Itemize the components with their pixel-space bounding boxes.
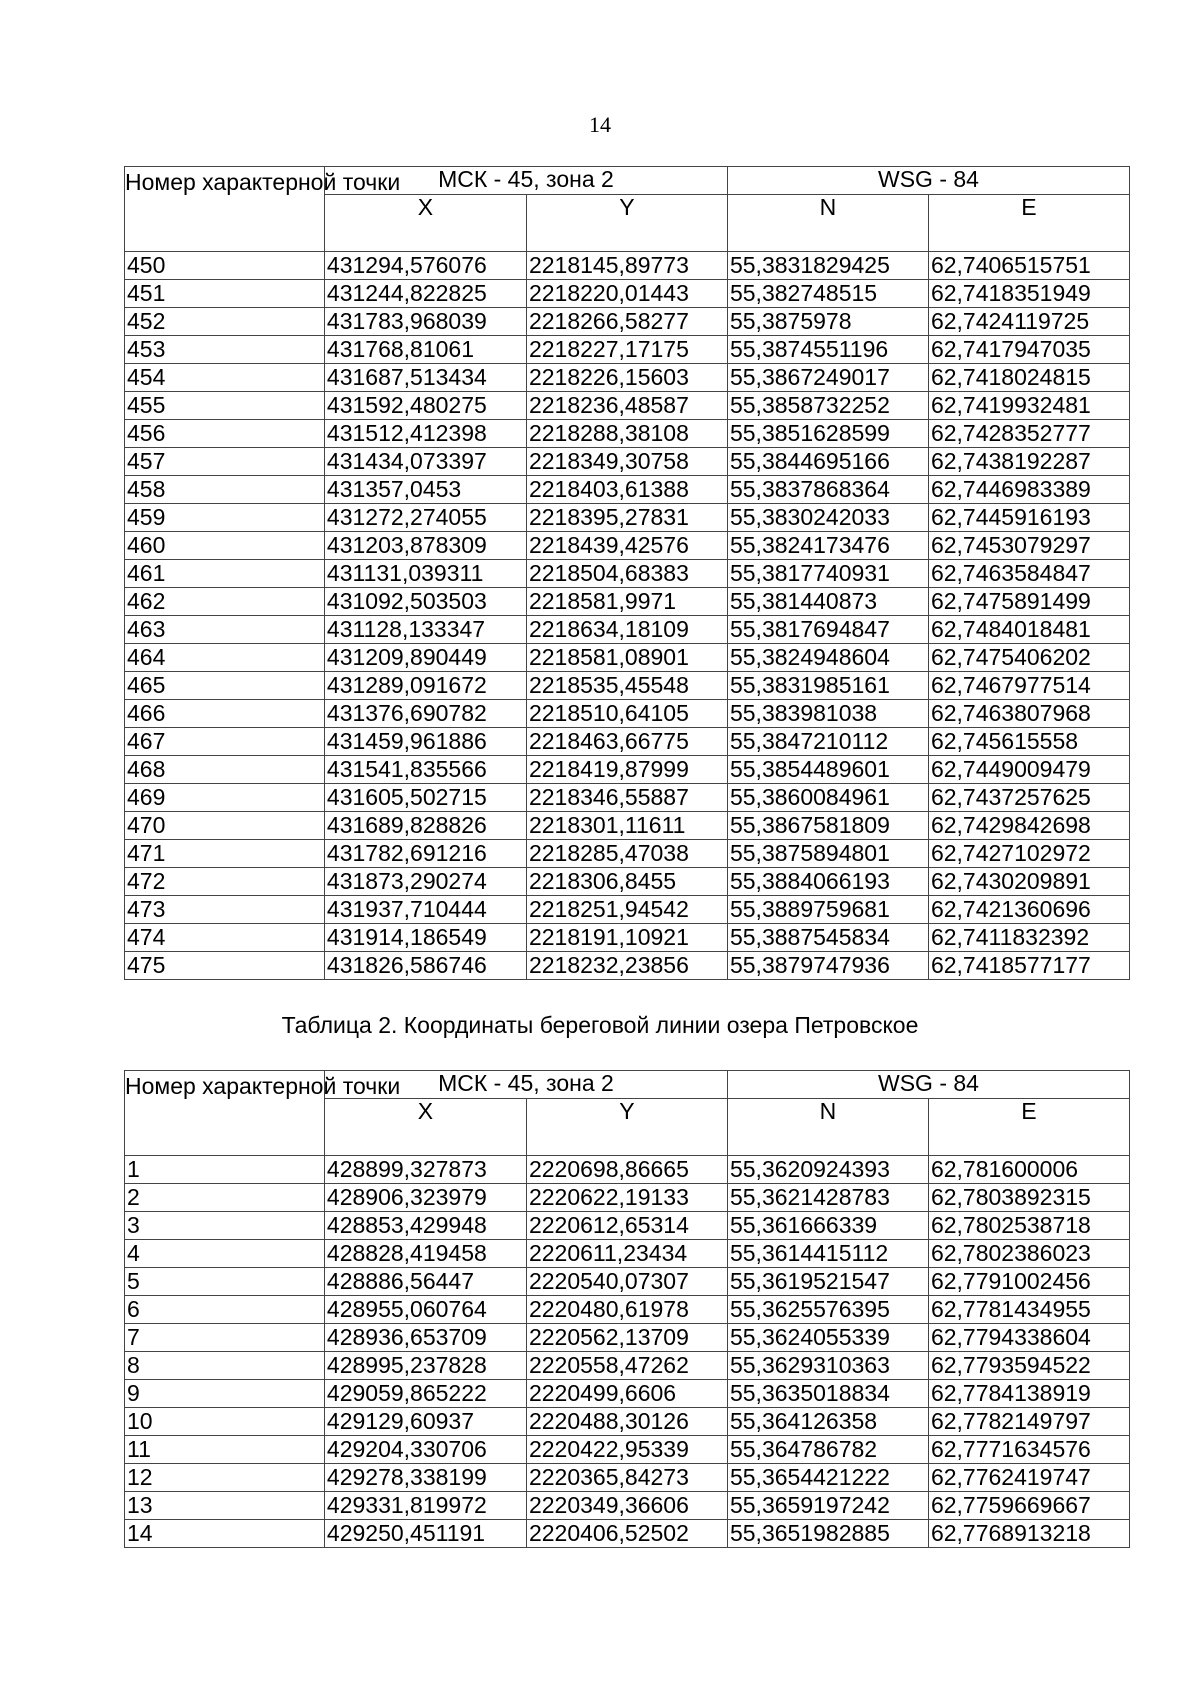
cell-x: 428906,323979 [324,1184,526,1212]
cell-y: 2218463,66775 [526,728,727,756]
cell-point-number: 451 [125,280,325,308]
table-row [125,616,1130,644]
table-row [125,700,1130,728]
cell-e: 62,7430209891 [928,868,1129,896]
cell-x: 431687,513434 [324,364,526,392]
cell-x: 428995,237828 [324,1352,526,1380]
cell-e: 62,7475406202 [928,644,1129,672]
cell-y: 2218581,9971 [526,588,727,616]
cell-point-number: 463 [125,616,325,644]
cell-y: 2218226,15603 [526,364,727,392]
cell-y: 2220365,84273 [526,1464,727,1492]
cell-n: 55,361666339 [727,1212,928,1240]
cell-point-number: 456 [125,420,325,448]
cell-x: 429278,338199 [324,1464,526,1492]
cell-point-number: 465 [125,672,325,700]
cell-x: 431512,412398 [324,420,526,448]
table-row [125,672,1130,700]
cell-point-number: 469 [125,784,325,812]
cell-e: 62,7437257625 [928,784,1129,812]
cell-point-number: 458 [125,476,325,504]
cell-e: 62,781600006 [928,1156,1129,1184]
cell-x: 431272,274055 [324,504,526,532]
table-row [125,868,1130,896]
cell-point-number: 452 [125,308,325,336]
cell-e: 62,7418577177 [928,952,1129,980]
cell-e: 62,7803892315 [928,1184,1129,1212]
table-row [125,1352,1130,1380]
cell-n: 55,3817740931 [727,560,928,588]
cell-e: 62,7784138919 [928,1380,1129,1408]
cell-n: 55,3858732252 [727,392,928,420]
cell-x: 431826,586746 [324,952,526,980]
cell-n: 55,3889759681 [727,896,928,924]
cell-y: 2218145,89773 [526,252,727,280]
cell-point-number: 462 [125,588,325,616]
cell-n: 55,3614415112 [727,1240,928,1268]
table-row [125,476,1130,504]
cell-y: 2218504,68383 [526,560,727,588]
cell-e: 62,7484018481 [928,616,1129,644]
cell-n: 55,3624055339 [727,1324,928,1352]
table-row [125,560,1130,588]
cell-y: 2218227,17175 [526,336,727,364]
cell-x: 429204,330706 [324,1436,526,1464]
cell-point-number: 473 [125,896,325,924]
cell-n: 55,3887545834 [727,924,928,952]
cell-y: 2218301,11611 [526,812,727,840]
cell-n: 55,3824173476 [727,532,928,560]
header-x: X [324,195,526,252]
cell-point-number: 5 [125,1268,325,1296]
cell-y: 2218232,23856 [526,952,727,980]
cell-e: 62,7427102972 [928,840,1129,868]
cell-e: 62,7793594522 [928,1352,1129,1380]
table-row [125,308,1130,336]
table-row [125,784,1130,812]
cell-n: 55,3867581809 [727,812,928,840]
cell-n: 55,3844695166 [727,448,928,476]
cell-point-number: 461 [125,560,325,588]
cell-e: 62,7406515751 [928,252,1129,280]
table-row [125,1324,1130,1352]
cell-n: 55,3620924393 [727,1156,928,1184]
table-row [125,756,1130,784]
header-msk-group: МСК - 45, зона 2 [324,167,727,195]
cell-e: 62,7419932481 [928,392,1129,420]
header-point-number: Номер характерной точки [125,167,325,252]
table-row [125,280,1130,308]
cell-x: 429059,865222 [324,1380,526,1408]
cell-e: 62,7453079297 [928,532,1129,560]
cell-x: 431376,690782 [324,700,526,728]
cell-point-number: 455 [125,392,325,420]
coordinates-table-2 [124,1070,1130,1548]
cell-x: 429129,60937 [324,1408,526,1436]
cell-e: 62,7768913218 [928,1520,1129,1548]
cell-e: 62,7762419747 [928,1464,1129,1492]
cell-y: 2220558,47262 [526,1352,727,1380]
cell-e: 62,7429842698 [928,812,1129,840]
cell-n: 55,3851628599 [727,420,928,448]
cell-n: 55,3629310363 [727,1352,928,1380]
cell-n: 55,3860084961 [727,784,928,812]
cell-y: 2218306,8455 [526,868,727,896]
cell-y: 2218288,38108 [526,420,727,448]
cell-y: 2220488,30126 [526,1408,727,1436]
table-2-body [125,1156,1130,1548]
cell-n: 55,364786782 [727,1436,928,1464]
table-row [125,1156,1130,1184]
cell-n: 55,3884066193 [727,868,928,896]
table-row [125,728,1130,756]
cell-n: 55,3879747936 [727,952,928,980]
header-point-number: Номер характерной точки [125,1071,325,1156]
cell-y: 2220480,61978 [526,1296,727,1324]
cell-n: 55,3635018834 [727,1380,928,1408]
table-row [125,1212,1130,1240]
cell-n: 55,383981038 [727,700,928,728]
cell-x: 428886,56447 [324,1268,526,1296]
cell-x: 431689,828826 [324,812,526,840]
cell-y: 2218535,45548 [526,672,727,700]
table-row [125,1492,1130,1520]
cell-x: 428936,653709 [324,1324,526,1352]
cell-e: 62,7463807968 [928,700,1129,728]
cell-y: 2220612,65314 [526,1212,727,1240]
table-row [125,1240,1130,1268]
cell-n: 55,3875978 [727,308,928,336]
cell-point-number: 12 [125,1464,325,1492]
cell-e: 62,7446983389 [928,476,1129,504]
table-row [125,392,1130,420]
cell-e: 62,7771634576 [928,1436,1129,1464]
table-row [125,364,1130,392]
cell-y: 2220406,52502 [526,1520,727,1548]
cell-y: 2218285,47038 [526,840,727,868]
cell-x: 431873,290274 [324,868,526,896]
cell-y: 2218395,27831 [526,504,727,532]
cell-e: 62,7418024815 [928,364,1129,392]
cell-x: 431203,878309 [324,532,526,560]
cell-n: 55,3659197242 [727,1492,928,1520]
cell-n: 55,3830242033 [727,504,928,532]
cell-point-number: 3 [125,1212,325,1240]
cell-x: 431768,81061 [324,336,526,364]
table-row [125,336,1130,364]
coordinates-table-1 [124,166,1130,980]
cell-point-number: 460 [125,532,325,560]
cell-x: 429250,451191 [324,1520,526,1548]
cell-y: 2220622,19133 [526,1184,727,1212]
table-2-caption: Таблица 2. Координаты береговой линии озера Петровское [281,1012,919,1038]
cell-y: 2218346,55887 [526,784,727,812]
cell-x: 428828,419458 [324,1240,526,1268]
table-row [125,448,1130,476]
cell-x: 431434,073397 [324,448,526,476]
cell-point-number: 7 [125,1324,325,1352]
cell-point-number: 471 [125,840,325,868]
cell-point-number: 475 [125,952,325,980]
cell-x: 431128,133347 [324,616,526,644]
header-wgs-group: WSG - 84 [727,167,1129,195]
cell-e: 62,7802538718 [928,1212,1129,1240]
table-row [125,896,1130,924]
cell-n: 55,3837868364 [727,476,928,504]
cell-y: 2220422,95339 [526,1436,727,1464]
cell-e: 62,7449009479 [928,756,1129,784]
cell-n: 55,3654421222 [727,1464,928,1492]
cell-e: 62,7424119725 [928,308,1129,336]
cell-x: 431592,480275 [324,392,526,420]
cell-x: 431937,710444 [324,896,526,924]
cell-n: 55,3651982885 [727,1520,928,1548]
cell-x: 431541,835566 [324,756,526,784]
cell-x: 431357,0453 [324,476,526,504]
table-1-body [125,252,1130,980]
cell-e: 62,7418351949 [928,280,1129,308]
cell-x: 428955,060764 [324,1296,526,1324]
table-row [125,1184,1130,1212]
cell-y: 2220698,86665 [526,1156,727,1184]
cell-point-number: 4 [125,1240,325,1268]
cell-n: 55,3875894801 [727,840,928,868]
cell-point-number: 470 [125,812,325,840]
cell-point-number: 459 [125,504,325,532]
cell-point-number: 457 [125,448,325,476]
cell-y: 2220540,07307 [526,1268,727,1296]
table-row [125,1436,1130,1464]
table-row [125,1296,1130,1324]
cell-n: 55,382748515 [727,280,928,308]
cell-n: 55,3817694847 [727,616,928,644]
cell-x: 431209,890449 [324,644,526,672]
cell-x: 428899,327873 [324,1156,526,1184]
cell-e: 62,7802386023 [928,1240,1129,1268]
cell-e: 62,7782149797 [928,1408,1129,1436]
table-row [125,840,1130,868]
cell-x: 431289,091672 [324,672,526,700]
cell-e: 62,7467977514 [928,672,1129,700]
header-msk-group: МСК - 45, зона 2 [324,1071,727,1099]
table-row [125,588,1130,616]
cell-n: 55,3625576395 [727,1296,928,1324]
cell-point-number: 13 [125,1492,325,1520]
header-n: N [727,195,928,252]
table-row [125,924,1130,952]
cell-x: 431092,503503 [324,588,526,616]
table-row [125,252,1130,280]
cell-x: 428853,429948 [324,1212,526,1240]
cell-point-number: 6 [125,1296,325,1324]
cell-y: 2218510,64105 [526,700,727,728]
cell-y: 2218220,01443 [526,280,727,308]
cell-y: 2218191,10921 [526,924,727,952]
cell-point-number: 2 [125,1184,325,1212]
table-row [125,1268,1130,1296]
table-row [125,952,1130,980]
cell-y: 2218634,18109 [526,616,727,644]
table-row [125,1464,1130,1492]
cell-n: 55,3824948604 [727,644,928,672]
cell-n: 55,3621428783 [727,1184,928,1212]
cell-point-number: 454 [125,364,325,392]
cell-point-number: 9 [125,1380,325,1408]
cell-e: 62,7759669667 [928,1492,1129,1520]
table-row [125,1408,1130,1436]
page-number: 14 [589,112,611,137]
header-e: E [928,1099,1129,1156]
table-row [125,644,1130,672]
cell-y: 2218251,94542 [526,896,727,924]
header-y: Y [526,195,727,252]
cell-y: 2218439,42576 [526,532,727,560]
cell-n: 55,3847210112 [727,728,928,756]
cell-y: 2220562,13709 [526,1324,727,1352]
cell-n: 55,3831829425 [727,252,928,280]
cell-x: 431294,576076 [324,252,526,280]
header-y: Y [526,1099,727,1156]
cell-point-number: 468 [125,756,325,784]
cell-e: 62,7438192287 [928,448,1129,476]
cell-point-number: 472 [125,868,325,896]
cell-n: 55,3619521547 [727,1268,928,1296]
cell-e: 62,7781434955 [928,1296,1129,1324]
cell-point-number: 1 [125,1156,325,1184]
header-wgs-group: WSG - 84 [727,1071,1129,1099]
cell-e: 62,7411832392 [928,924,1129,952]
cell-point-number: 8 [125,1352,325,1380]
cell-point-number: 450 [125,252,325,280]
table-row [125,532,1130,560]
cell-y: 2218266,58277 [526,308,727,336]
cell-y: 2218581,08901 [526,644,727,672]
cell-point-number: 474 [125,924,325,952]
table-row [125,420,1130,448]
cell-e: 62,7428352777 [928,420,1129,448]
header-e: E [928,195,1129,252]
cell-e: 62,745615558 [928,728,1129,756]
cell-y: 2220349,36606 [526,1492,727,1520]
cell-x: 431244,822825 [324,280,526,308]
cell-e: 62,7791002456 [928,1268,1129,1296]
cell-x: 431782,691216 [324,840,526,868]
cell-y: 2218236,48587 [526,392,727,420]
cell-y: 2218403,61388 [526,476,727,504]
cell-point-number: 10 [125,1408,325,1436]
cell-x: 431783,968039 [324,308,526,336]
cell-e: 62,7445916193 [928,504,1129,532]
cell-point-number: 466 [125,700,325,728]
cell-x: 431459,961886 [324,728,526,756]
cell-e: 62,7463584847 [928,560,1129,588]
cell-n: 55,364126358 [727,1408,928,1436]
cell-y: 2220611,23434 [526,1240,727,1268]
cell-point-number: 11 [125,1436,325,1464]
cell-n: 55,3874551196 [727,336,928,364]
cell-n: 55,3854489601 [727,756,928,784]
cell-n: 55,3831985161 [727,672,928,700]
cell-e: 62,7794338604 [928,1324,1129,1352]
cell-x: 431131,039311 [324,560,526,588]
cell-x: 429331,819972 [324,1492,526,1520]
table-row [125,1380,1130,1408]
cell-point-number: 453 [125,336,325,364]
cell-y: 2220499,6606 [526,1380,727,1408]
cell-y: 2218419,87999 [526,756,727,784]
cell-point-number: 464 [125,644,325,672]
cell-n: 55,381440873 [727,588,928,616]
header-n: N [727,1099,928,1156]
table-row [125,504,1130,532]
header-x: X [324,1099,526,1156]
table-row [125,1520,1130,1548]
cell-point-number: 467 [125,728,325,756]
cell-point-number: 14 [125,1520,325,1548]
cell-x: 431605,502715 [324,784,526,812]
cell-e: 62,7417947035 [928,336,1129,364]
cell-e: 62,7475891499 [928,588,1129,616]
cell-e: 62,7421360696 [928,896,1129,924]
cell-y: 2218349,30758 [526,448,727,476]
table-row [125,812,1130,840]
cell-n: 55,3867249017 [727,364,928,392]
cell-x: 431914,186549 [324,924,526,952]
